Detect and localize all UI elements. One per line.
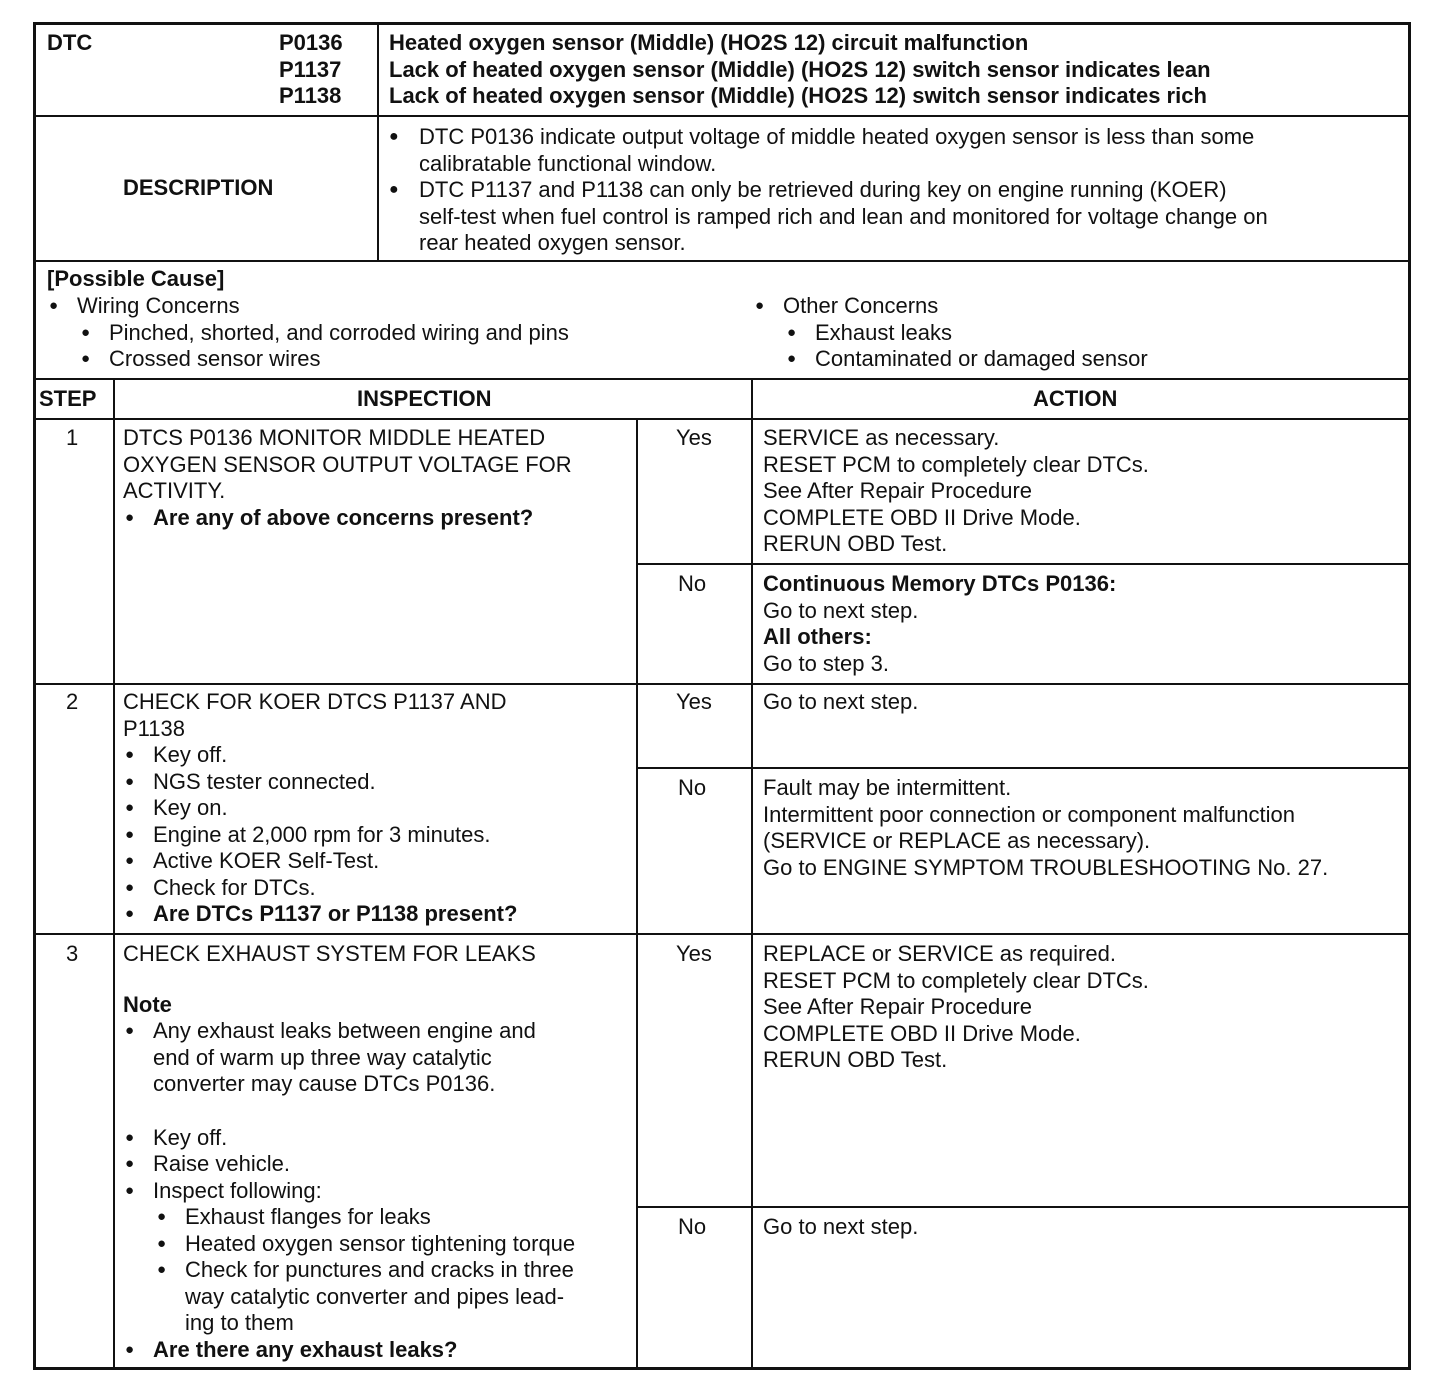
step-number: 3 bbox=[66, 941, 79, 966]
answer-yes: Yes bbox=[676, 689, 712, 714]
dtc-title: Heated oxygen sensor (Middle) (HO2S 12) circuit malfunction bbox=[389, 30, 1029, 55]
step-number: 2 bbox=[66, 689, 79, 714]
inspection-text: CHECK FOR KOER DTCS P1137 AND P1138 ● Key off. ● NGS tester connected. ● Key on. ● Engine at 2,000 rpm for 3 minutes. ● Active KOER Self-Test. ● Check for DTCs. ● Are DTCs P1137 or P1138 present? bbox=[123, 689, 517, 928]
action-text: Go to next step. bbox=[763, 1214, 919, 1239]
cause-item: ● Contaminated or damaged sensor bbox=[753, 346, 1148, 373]
action-text: Go to next step. bbox=[763, 689, 919, 714]
column-header-inspection: INSPECTION bbox=[357, 386, 492, 411]
description-item: ● DTC P1137 and P1138 can only be retrieved during key on engine running (KOER) self-test when fuel control is ramped rich and lean and monitored for voltage change on rear heated oxygen sensor. bbox=[419, 177, 1268, 257]
dtc-code: P1137 bbox=[279, 56, 342, 82]
cause-item: ● Exhaust leaks bbox=[753, 320, 1148, 347]
divider bbox=[33, 260, 1411, 262]
column-header-step: STEP bbox=[39, 386, 97, 411]
action-text: REPLACE or SERVICE as required. RESET PCM to completely clear DTCs. See After Repair Procedure COMPLETE OBD II Drive Mode. RERUN OBD Test. bbox=[763, 941, 1149, 1072]
answer-yes: Yes bbox=[676, 941, 712, 966]
inspection-question: ● Are there any exhaust leaks? bbox=[123, 1337, 575, 1364]
column-header-action: ACTION bbox=[1033, 386, 1118, 411]
dtc-title: Lack of heated oxygen sensor (Middle) (HO2S 12) switch sensor indicates rich bbox=[389, 83, 1207, 108]
dtc-title: Lack of heated oxygen sensor (Middle) (HO2S 12) switch sensor indicates lean bbox=[389, 56, 1211, 82]
divider bbox=[33, 683, 1411, 685]
dtc-diagnostic-sheet bbox=[33, 22, 1411, 1370]
divider bbox=[113, 378, 115, 1370]
dtc-code: P0136 bbox=[279, 30, 343, 55]
dtc-label: DTC bbox=[47, 30, 93, 55]
description-item: ● DTC P0136 indicate output voltage of middle heated oxygen sensor is less than some calibratable functional window. bbox=[419, 124, 1254, 177]
cause-group: ● Wiring Concerns bbox=[47, 293, 569, 320]
answer-no: No bbox=[678, 1214, 707, 1239]
divider bbox=[33, 115, 1411, 117]
cause-item: ● Crossed sensor wires bbox=[47, 346, 569, 373]
divider bbox=[751, 378, 753, 1370]
cause-list-left bbox=[47, 293, 569, 373]
cause-group: ● Other Concerns bbox=[753, 293, 1148, 320]
divider bbox=[33, 933, 1411, 935]
divider bbox=[636, 418, 638, 1370]
cause-item: ● Pinched, shorted, and corroded wiring and pins bbox=[47, 320, 569, 347]
action-text: Continuous Memory DTCs P0136: Go to next step. All others: Go to step 3. bbox=[763, 571, 1117, 676]
answer-yes: Yes bbox=[676, 425, 712, 450]
divider bbox=[33, 418, 1411, 420]
dtc-code: P1138 bbox=[279, 83, 342, 108]
inspection-question: ● Are any of above concerns present? bbox=[123, 505, 572, 532]
possible-cause-heading: [Possible Cause] bbox=[47, 266, 225, 291]
answer-no: No bbox=[678, 571, 707, 596]
inspection-text: DTCS P0136 MONITOR MIDDLE HEATED OXYGEN SENSOR OUTPUT VOLTAGE FOR ACTIVITY. ● Are any of above concerns present? bbox=[123, 425, 572, 531]
divider bbox=[377, 22, 379, 260]
step-number: 1 bbox=[66, 425, 79, 450]
cause-list-right bbox=[753, 293, 1148, 373]
description-label: DESCRIPTION bbox=[123, 175, 274, 200]
action-text: SERVICE as necessary. RESET PCM to completely clear DTCs. See After Repair Procedure COMPLETE OBD II Drive Mode. RERUN OBD Test. bbox=[763, 425, 1149, 556]
inspection-question: ● Are DTCs P1137 or P1138 present? bbox=[123, 901, 517, 928]
action-text: Fault may be intermittent. Intermittent poor connection or component malfunction (SERVICE or REPLACE as necessary). Go to ENGINE SYMPTOM TROUBLESHOOTING No. 27. bbox=[763, 775, 1329, 880]
divider bbox=[33, 378, 1411, 380]
answer-no: No bbox=[678, 775, 707, 800]
inspection-text: CHECK EXHAUST SYSTEM FOR LEAKS Note ● Any exhaust leaks between engine and end of warm up three way catalytic converter may cause DTCs P0136. ● Key off. ● Raise vehicle. ● Inspect following: ● Exhaust flanges for leaks ● Heated oxygen sensor tightening torque ● Check for punctures and cracks in three way catalytic converter and pipes lead- ing to them ● Are there any exhaust leaks? bbox=[123, 941, 575, 1363]
